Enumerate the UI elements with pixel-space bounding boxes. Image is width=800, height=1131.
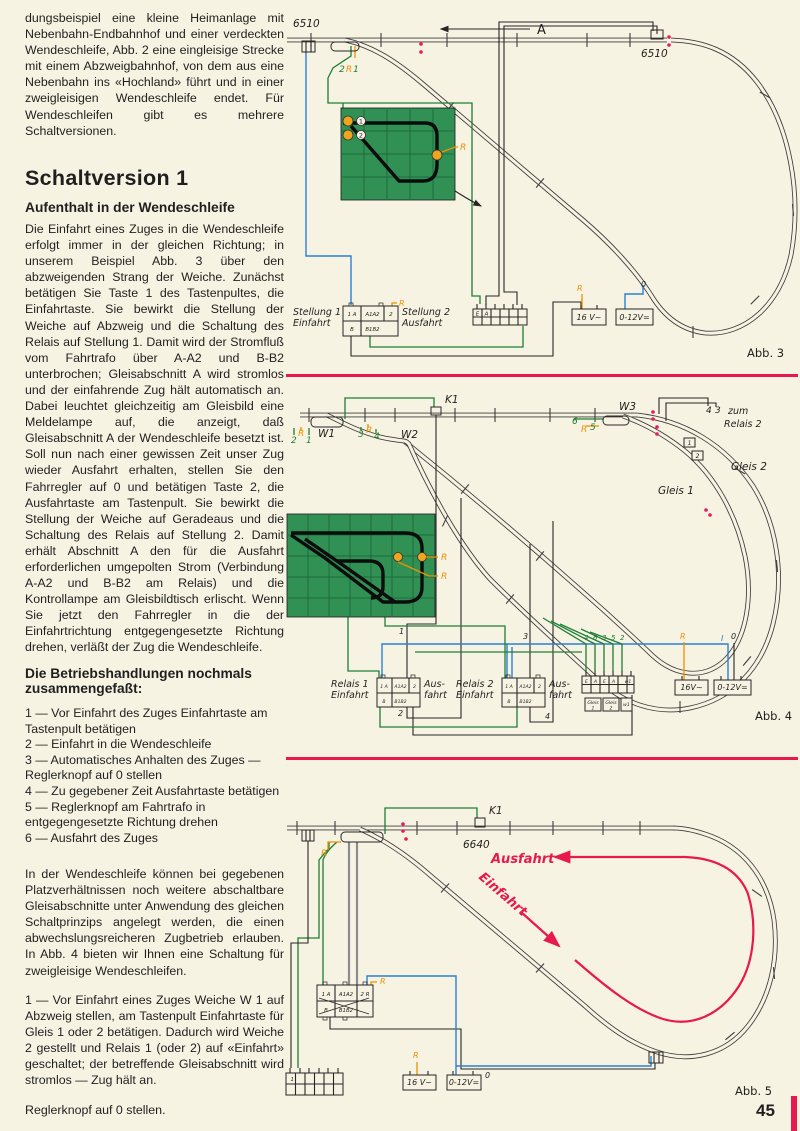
wire-label: R	[366, 426, 373, 436]
section-heading: Schaltversion 1	[25, 166, 189, 190]
relay-position-label: fahrt	[549, 690, 572, 701]
wire-label: 6	[572, 417, 578, 427]
strip-sub-label: 1	[591, 706, 595, 712]
trafo-ac-label: 16 V~	[407, 1078, 432, 1087]
track-number: 6510	[293, 18, 320, 30]
relay-cell: B	[324, 1008, 328, 1014]
green-wire-number: 3	[602, 634, 607, 642]
wire-label: R	[298, 429, 305, 439]
wire-number: 1	[399, 627, 405, 636]
zum-relais-label: Relais 2	[724, 419, 762, 430]
page-number: 45	[756, 1101, 775, 1120]
wire-label: 4	[706, 406, 712, 416]
panel-lamp-2-label: R	[441, 572, 448, 582]
step-item: 6 — Ausfahrt des Zuges	[25, 830, 158, 845]
fig3-terminal-strip	[473, 304, 527, 325]
green-wire-number: 5	[611, 634, 616, 642]
strip-sub-label: w1	[623, 703, 630, 708]
relay-position-label: Einfahrt	[456, 690, 494, 701]
relay-cell: 2	[538, 685, 541, 690]
page-edge-marker	[791, 1096, 797, 1131]
step-item: 3 — Automatisches Anhalten des Zuges — Reglerknopf auf 0 stellen	[25, 752, 261, 783]
panel-button-1	[343, 116, 353, 126]
panel-lamp-2	[418, 553, 427, 562]
step-item: 5 — Reglerknopf am Fahrtrafo in entgegengesetzte Richtung drehen	[25, 799, 218, 830]
panel-lamp-1	[394, 553, 403, 562]
figure-caption: Abb. 5	[735, 1084, 773, 1098]
contact-box-1-label: 1	[687, 440, 692, 447]
strip-label: A	[484, 311, 489, 318]
fig3-relay	[343, 299, 405, 336]
relay-position-label: Relais 1	[331, 679, 369, 690]
relay-cell: B1B2	[519, 700, 532, 705]
wire-number: 3	[523, 632, 529, 641]
fig5-isolator-dots	[401, 822, 408, 841]
step-item: 2 — Einfahrt in die Wendeschleife	[25, 737, 212, 752]
fig4-relay-1	[377, 675, 420, 707]
relay-cell: B	[382, 700, 386, 705]
strip-label: A	[593, 680, 598, 685]
turnout-label: W3	[619, 401, 637, 413]
relay-cell: 2	[389, 312, 393, 318]
panel-lamp-label: R	[460, 143, 467, 153]
panel-lamp-1-label: R	[441, 553, 448, 563]
track-number: 6640	[463, 839, 490, 851]
trafo-r-label: R	[577, 284, 583, 293]
figure-caption: Abb. 3	[747, 346, 785, 360]
relay-position-label: fahrt	[424, 690, 447, 701]
fig3-control-panel	[341, 108, 466, 200]
panel-button-2-label: 2	[358, 131, 364, 140]
fig5-route-arrows	[475, 852, 753, 1022]
trafo-r-label: R	[680, 632, 686, 641]
direction-label: A	[537, 23, 546, 38]
body-paragraph-4: Reglerknopf auf 0 stellen.	[25, 1103, 166, 1117]
relay-cell: B1B2	[338, 1008, 354, 1014]
relay-position-label: Aus-	[424, 679, 445, 690]
strip-label: E	[475, 311, 480, 318]
green-wire-number: 4	[584, 634, 589, 642]
turnout-label: W2	[401, 429, 419, 441]
trafo-ac-label: 16V~	[680, 683, 703, 692]
intro-paragraph: dungsbeispiel eine kleine Heimanlage mit Nebenbahn-Endbahnhof und einer verdeckten Wendeschleife, Abb. 2 eine eingleisige Strecke mit einem Abzweigbahnhof, von dem aus eine Nebenbahn ins «Hochland» führt und in einer zweigleisigen Wendeschleife endet. Für Wendeschleifen gibt es mehrere Schaltversionen.	[25, 11, 284, 138]
fig5-relay	[317, 977, 386, 1020]
wire-label: 5	[590, 423, 596, 433]
relay-position-label: Ausfahrt	[402, 318, 443, 329]
zero-label: 0	[485, 1071, 491, 1080]
relay-cell: 1 A	[380, 685, 388, 690]
green-wire-number: 2	[620, 634, 625, 642]
i-label: I	[721, 634, 724, 643]
step-item: 1 — Vor Einfahrt des Zuges Einfahrtaste am Tastenpult betätigen	[25, 706, 268, 736]
figure-abb4	[285, 386, 800, 754]
relay-cell: 1 A	[505, 685, 513, 690]
fig4-control-panel	[287, 514, 447, 617]
strip-label: w1	[624, 680, 632, 685]
relay-cell: B	[350, 327, 354, 333]
track-number: 6510	[641, 48, 668, 60]
red-divider-1	[286, 374, 798, 377]
panel-button-1-label: 1	[358, 117, 364, 126]
relay-cell: A1A2	[338, 992, 354, 998]
wire-number: 4	[545, 712, 551, 721]
strip-label: E	[585, 680, 588, 685]
strip-sub-label: Gleis	[605, 701, 617, 706]
fig4-terminal-strip	[582, 671, 634, 712]
fig5-terminal-strip	[286, 1068, 343, 1095]
turnout-label: W1	[318, 428, 336, 440]
wire-label: R	[321, 849, 328, 859]
zero-label: 0	[641, 280, 647, 289]
wire-label: R	[345, 65, 353, 75]
relay-position-label: Stellung 1	[293, 307, 342, 318]
contact-label: K1	[445, 394, 459, 406]
sub-heading: Aufenthalt in der Wendeschleife	[25, 200, 235, 215]
body-paragraph-2: In der Wendeschleife können bei gegebenen Platzverhältnissen noch weitere abschaltbare Gleisabschnitte unter Anwendung des gleichen Schaltprinzips angelegt werden, die einen abwechslungsreicheren Zugbetrieb erlauben. In Abb. 4 bieten wir Ihnen eine Schaltung für zweigleisige Wendeschleifen.	[25, 867, 284, 978]
strip-sub-label: Gleis	[587, 701, 599, 706]
trafo-dc-label: 0-12V=	[717, 683, 748, 692]
relay-cell: 1 A	[321, 992, 331, 998]
zero-label: 0	[731, 632, 737, 641]
relay-position-label: Einfahrt	[331, 690, 369, 701]
gleis-label: Gleis 1	[658, 485, 694, 497]
wire-label: 4	[374, 432, 380, 442]
fig3-transformer-boxes	[572, 280, 653, 325]
relay-cell: A1A2	[365, 312, 380, 318]
wire-label: 3	[715, 406, 721, 416]
relay-cell: A1A2	[394, 685, 407, 690]
relay-position-label: Einfahrt	[293, 318, 331, 329]
relay-cell: B	[507, 700, 511, 705]
operation-steps	[25, 706, 284, 846]
wire-label: 1	[353, 65, 359, 75]
ausfahrt-label: Ausfahrt	[491, 852, 555, 867]
figure-abb3	[285, 0, 800, 372]
strip-sub-label: 2	[609, 706, 613, 712]
wire-number: 2	[398, 709, 404, 718]
trafo-ac-label: 16 V~	[576, 313, 602, 322]
body-paragraph-3: 1 — Vor Einfahrt eines Zuges Weiche W 1 auf Abzweig stellen, am Tastenpult Einfahrtaste für Gleis 1 oder 2 betätigen. Dadurch wird Weiche 2 gestellt und Relais 1 (oder 2) auf «Einfahrt» geschaltet; der betreffende Gleisabschnitt wird stromlos — Zug hält an.	[25, 993, 284, 1088]
relay-cell: A1A2	[519, 685, 532, 690]
fig4-relay-2	[502, 675, 545, 707]
einfahrt-label: Einfahrt	[475, 869, 530, 920]
body-paragraph-1: Die Einfahrt eines Zuges in die Wendeschleife erfolgt immer in der gleichen Richtung; in unserem Beispiel Abb. 3 über den abzweigenden Strang der Weiche. Zunächst betätigen Sie Taste 1 des Tastenpultes, die Einfahrtaste. Sie bewirkt die Stellung der Weiche auf Abzweig und die Schaltung des Relais auf Stellung 1. Damit wird der Stromfluß vom Fahrtrafo über A-A2 und B-B2 unterbrochen; Gleisabschnitt A wird stromlos und der einfahrende Zug hält automatisch an. Dabei leuchtet gleichzeitig am Gleisbild eine Meldelampe auf, die anzeigt, daß Gleisabschnitt A der Wendeschleife besetzt ist. Soll nun nach einer gewissen Zeit unser Zug wieder Ausfahrt erhalten, stellen Sie den Fahrregler auf 0 und betätigen Taste 2, die Ausfahrtaste am Tastenpult. Sie bewirkt die Stellung der Weiche auf Geradeaus und die Schaltung des Relais auf Stellung 2. Damit erhält Abschnitt A den für die Ausfahrt erforderlichen umgepolten Strom (Verbindung A-A2 und B-B2 am Relais) und die Kontrollampe am Gleisbildtisch erlischt. Wenn Sie jetzt den Fahrregler in die der Einfahrtrichtung entgegengesetzte Richtung drehen, verläßt der Zug die Wendeschleife.	[25, 222, 284, 655]
relay-cell: B1B2	[394, 700, 407, 705]
gleis-label: Gleis 2	[731, 461, 767, 473]
strip-label: 1	[290, 1077, 294, 1083]
operations-heading: Die Betriebshandlungen nochmals zusammengefaßt:	[25, 666, 252, 696]
strip-label: E	[603, 680, 606, 685]
figure-caption: Abb. 4	[755, 709, 793, 723]
relay-position-label: Aus-	[549, 679, 570, 690]
relay-position-label: Stellung 2	[402, 307, 451, 318]
trafo-dc-label: 0-12V=	[448, 1078, 480, 1087]
fig5-transformer-boxes	[403, 1051, 490, 1090]
relay-cell: 1 A	[347, 312, 357, 318]
trafo-r-label: R	[413, 1051, 419, 1060]
strip-label: A	[611, 680, 616, 685]
contact-box-2-label: 2	[695, 453, 700, 460]
relay-r-label: R	[380, 977, 386, 986]
green-wire-number: 6	[593, 634, 598, 642]
relay-position-label: Relais 2	[456, 679, 494, 690]
wire-label: 1	[306, 436, 312, 446]
wire-label: 2	[339, 65, 345, 75]
figure-abb5	[285, 788, 800, 1131]
step-item: 4 — Zu gegebener Zeit Ausfahrtaste betätigen	[25, 783, 280, 798]
wire-label: 3	[358, 430, 364, 440]
contact-label: K1	[489, 805, 503, 817]
relay-cell: B1B2	[365, 327, 380, 333]
panel-button-2	[343, 130, 353, 140]
zum-relais-label: zum	[728, 406, 749, 417]
red-divider-2	[286, 757, 798, 760]
relay-cell: 2	[413, 685, 416, 690]
trafo-dc-label: 0-12V=	[619, 313, 650, 322]
panel-lamp	[432, 150, 442, 160]
wire-label: R	[581, 425, 588, 435]
relay-r-label: R	[399, 299, 405, 308]
relay-cell: 2 R	[360, 992, 370, 998]
wire-label: 2	[291, 436, 297, 446]
